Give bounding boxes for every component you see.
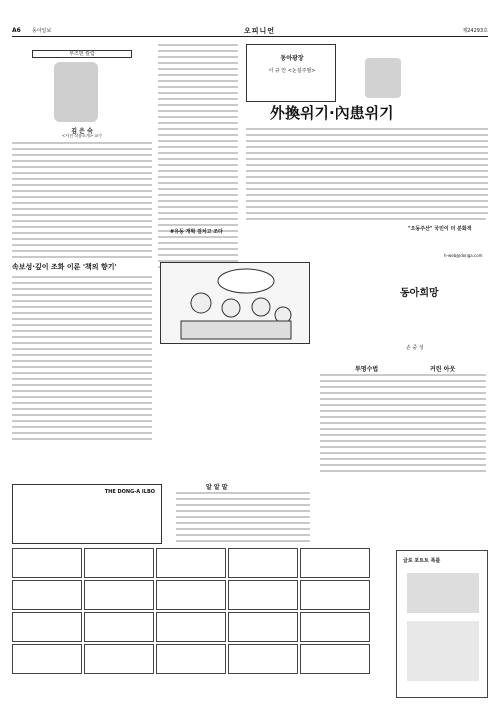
cartoon-image [161,263,309,343]
right-body-text [408,128,488,238]
header-rule [12,36,488,37]
column-tag: 동아광장 [280,55,304,62]
left-body-text-2 [12,276,152,456]
center-subhead: #유동 개혁 걸치고 조다 [170,229,223,235]
cartoon-signature: 손 중 성 [406,345,424,351]
right-essay-tag: "오동주산" 국민이 더 분화적 [408,226,472,232]
right-ad-banner-text: 글로 포트트 폭를 [403,558,441,564]
section-title: 오피니언 [244,27,276,35]
publisher-box [12,484,162,544]
issue-number: 제24293호 [462,28,488,34]
ads-grid [12,548,392,698]
essay-title: 속보성·깊이 조화 이룬 '책의 향기' [12,263,117,271]
center-photo [365,58,401,98]
author-photo [54,62,98,122]
lower-right-body [320,374,486,479]
left-body-text-1 [12,142,152,270]
center-column-box [246,44,336,102]
left-column [12,40,152,480]
page-number: A6 [12,27,21,34]
lower-right-label-2: 커린 아웃 [430,366,456,373]
author-title: <사진 작품소개> 교수 [61,133,103,138]
right-ad-banner [396,550,488,698]
header-bar [12,27,488,35]
column-name: 부즈덴 칼럼 [69,51,95,57]
publisher-title: THE DONG-A ILBO [104,489,155,495]
author-name: 김 은 숙 [71,128,93,135]
letters-title: 알 알 말 [206,484,228,491]
lower-right-label-1: 투명수법 [355,366,379,373]
cartoon-caption: 동아희망 [400,288,439,299]
cartoon-panel [160,262,310,344]
right-byline: h-web@donga.com [444,253,483,258]
author-byline: 이 규 안 <논설주필> [268,68,316,74]
paper-name: 동아일보 [32,28,52,34]
headline: 外換위기·內患위기 [270,104,394,122]
column-logo [32,50,132,58]
